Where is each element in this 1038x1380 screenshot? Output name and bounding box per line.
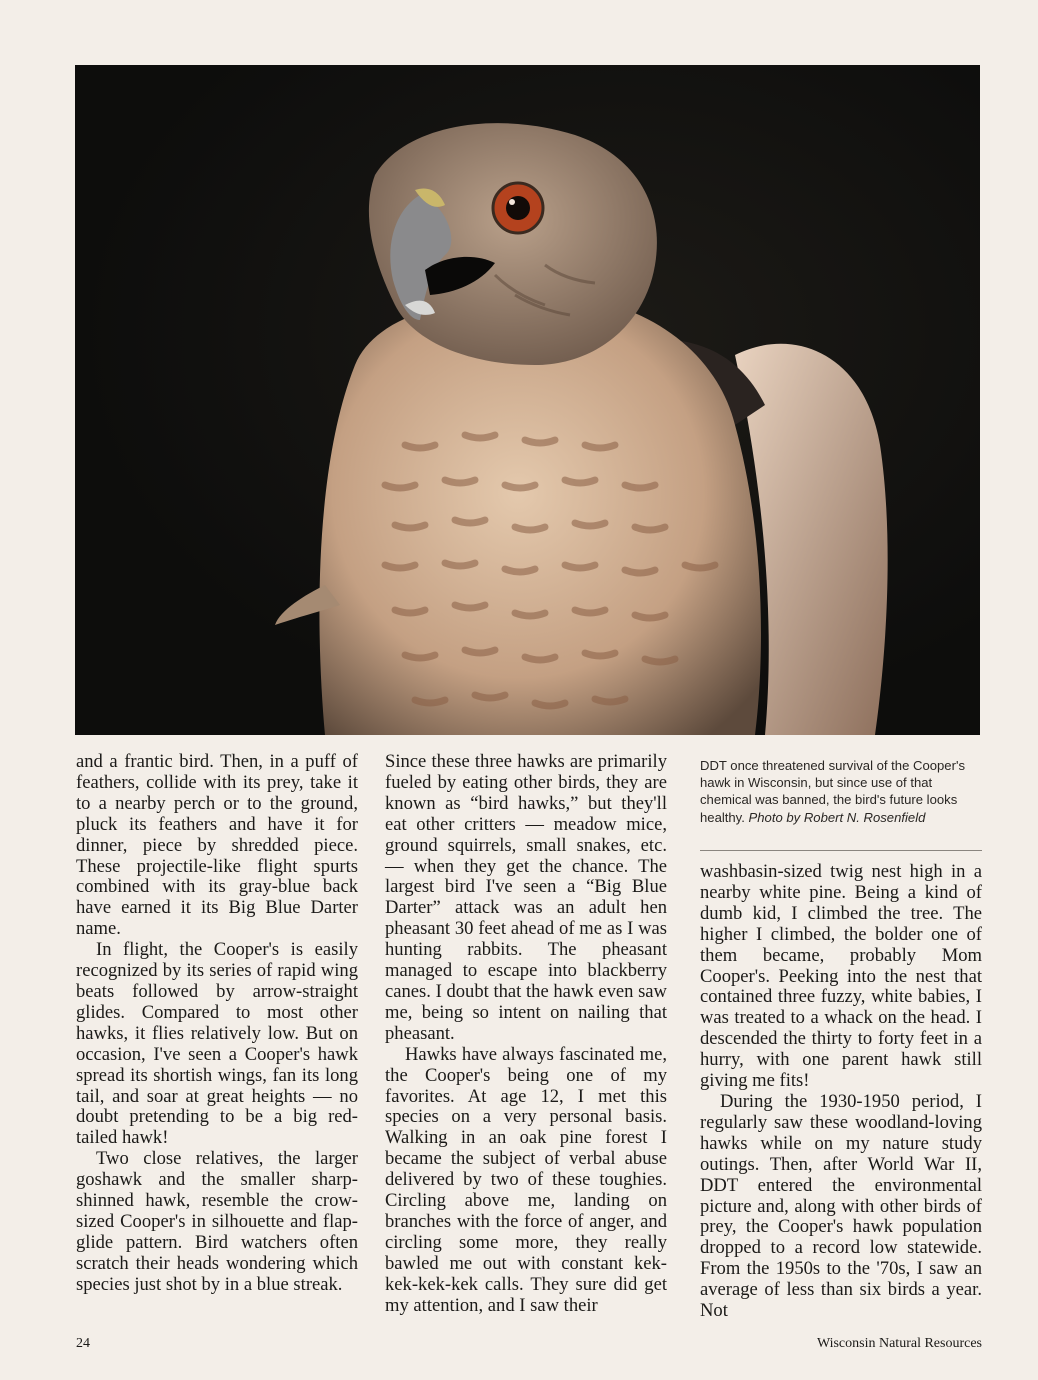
page-number: 24 — [76, 1336, 90, 1351]
paragraph: Hawks have always fascinated me, the Cooper's being one of my favorites. At age 12, I met this species on a very personal basis. Walking in an oak pine forest I became the subject of verbal abuse delivered by two of these toughies. Circling above me, landing on branches with the force of anger, and circling some more, they really bawled me out with constant kek-kek-kek-kek calls. They sure did get my attention, and I saw their — [385, 1043, 667, 1316]
hawk-illustration — [75, 65, 980, 735]
article-column-1 — [76, 752, 358, 1296]
photo-credit: Photo by Robert N. Rosenfield — [748, 809, 926, 825]
caption-text: DDT once threatened survival of the Cooper's hawk in Wisconsin, but since use of that chemical was banned, the bird's future looks healthy. — [700, 758, 966, 825]
paragraph: and a frantic bird. Then, in a puff of feathers, collide with its prey, take it to a nearby perch or to the ground, pluck its feathers and have it for dinner, piece by shredded piece. These projectile-like flight spurts combined with its gray-blue back have earned it its Big Blue Darter name. — [76, 751, 358, 940]
paragraph: In flight, the Cooper's is easily recognized by its series of rapid wing beats followed by arrow-straight glides. Compared to most other hawks, it flies relatively low. But on occasion, I've seen a Cooper's hawk spread its shortish wings, fan its long tail, and soar at great heights — no doubt pretending to be a big red-tailed hawk! — [76, 939, 358, 1149]
caption-divider — [700, 850, 982, 851]
paragraph: Two close relatives, the larger goshawk and the smaller sharp-shinned hawk, resemble the crow-sized Cooper's in silhouette and flap-glide pattern. Bird watchers often scratch their heads wondering which species just shot by in a blue streak. — [76, 1148, 358, 1295]
article-column-3 — [700, 862, 982, 1322]
photo-caption — [700, 757, 970, 826]
cooper-hawk-photo — [75, 65, 980, 735]
paragraph: During the 1930-1950 period, I regularly saw these woodland-loving hawks while on my nature study outings. Then, after World War II, DDT entered the environmental picture and, along with other birds of prey, the Cooper's hawk population dropped to a record low statewide. From the 1950s to the '70s, I saw an average of less than six birds a year. Not — [700, 1090, 982, 1322]
publication-name: Wisconsin Natural Resources — [816, 1336, 982, 1351]
article-column-2 — [385, 752, 667, 1316]
paragraph: Since these three hawks are primarily fueled by eating other birds, they are known as “bird hawks,” but they'll eat other critters — meadow mice, ground squirrels, small snakes, etc. — when they get the chance. The largest bird I've seen a “Big Blue Darter” attack was an adult hen pheasant 30 feet ahead of me as I was hunting rabbits. The pheasant managed to escape into blackberry canes. I doubt that the hawk even saw me, being so intent on nailing that pheasant. — [385, 751, 667, 1044]
paragraph: washbasin-sized twig nest high in a nearby white pine. Being a kind of dumb kid, I climbed the tree. The higher I climbed, the bolder one of them became, probably Mom Cooper's. Peeking into the nest that contained three fuzzy, white babies, I was treated to a whack on the head. I descended the thirty to forty feet in a hurry, with one parent hawk still giving me fits! — [700, 861, 982, 1092]
